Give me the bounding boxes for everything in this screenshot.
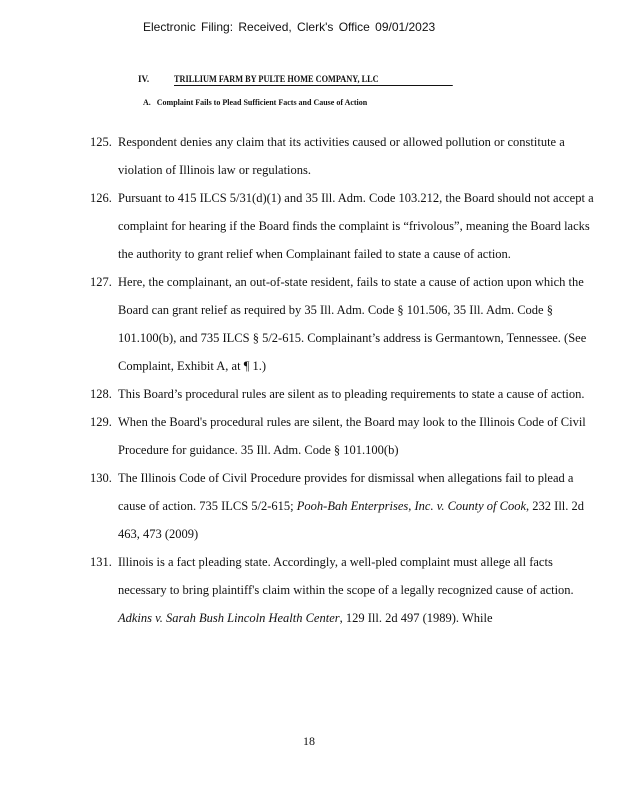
- paragraph-number: 128.: [90, 387, 112, 401]
- subsection-letter: A.: [143, 98, 151, 107]
- paragraph: [90, 268, 598, 380]
- paragraph-text: [118, 464, 598, 548]
- case-citation: Adkins v. Sarah Bush Lincoln Health Center: [118, 611, 340, 625]
- paragraph-number: 130.: [90, 471, 112, 485]
- paragraph-text-part: , 129 Ill. 2d 497 (1989). While: [339, 611, 493, 625]
- paragraph: [90, 464, 598, 548]
- paragraph: [90, 184, 598, 268]
- paragraph-text-part: The Illinois Code of Civil Procedure provides for dismissal when allegations fail to plead a cause of action. 735 ILCS 5/2-615;: [118, 471, 574, 513]
- paragraph-number: 131.: [90, 555, 112, 569]
- paragraph-number: 126.: [90, 191, 112, 205]
- paragraph-text-part: , 232 Ill. 2d 463, 473 (2009): [118, 499, 585, 541]
- case-citation: Pooh-Bah Enterprises, Inc. v. County of Cook: [296, 499, 527, 513]
- subsection-heading: [143, 98, 367, 107]
- page-number: 18: [303, 734, 315, 748]
- section-heading: [138, 74, 477, 86]
- paragraph-text: [118, 548, 598, 632]
- subsection-title: Complaint Fails to Plead Sufficient Facts and Cause of Action: [156, 98, 368, 107]
- paragraph-text-part: Illinois is a fact pleading state. Accordingly, a well-pled complaint must allege all facts necessary to bring plaintiff's claim within the scope of a legally recognized cause of action.: [118, 555, 574, 597]
- paragraph: [90, 128, 598, 184]
- paragraph-text: Pursuant to 415 ILCS 5/31(d)(1) and 35 Ill. Adm. Code 103.212, the Board should not accept a complaint for hearing if the Board finds the complaint is “frivolous”, meaning the Board lacks the authority to grant relief when Complainant failed to state a cause of action.: [118, 191, 594, 261]
- section-number: IV.: [138, 74, 150, 84]
- paragraph-number: 127.: [90, 275, 112, 289]
- paragraph-text: When the Board's procedural rules are silent, the Board may look to the Illinois Code of Civil Procedure for guidance. 35 Ill. Adm. Code § 101.100(b): [118, 415, 586, 457]
- paragraph-number: 129.: [90, 415, 112, 429]
- paragraph: [90, 548, 598, 632]
- numbered-paragraphs: [90, 128, 598, 632]
- paragraph-number: 125.: [90, 135, 112, 149]
- section-title: TRILLIUM FARM BY PULTE HOME COMPANY, LLC: [174, 74, 453, 86]
- paragraph-text: Respondent denies any claim that its activities caused or allowed pollution or constitute a violation of Illinois law or regulations.: [118, 135, 565, 177]
- paragraph: [90, 380, 598, 408]
- paragraph-text: Here, the complainant, an out-of-state resident, fails to state a cause of action upon which the Board can grant relief as required by 35 Ill. Adm. Code § 101.506, 35 Ill. Adm. Code § 101.100(b), and 735 ILCS § 5/2-615. Complainant’s address is Germantown, Tennessee. (See Complaint, Exhibit A, at ¶ 1.): [118, 275, 587, 373]
- paragraph-text: This Board’s procedural rules are silent as to pleading requirements to state a cause of action.: [118, 387, 585, 401]
- filing-stamp: Electronic Filing: Received, Clerk's Office 09/01/2023: [143, 20, 436, 34]
- paragraph: [90, 408, 598, 464]
